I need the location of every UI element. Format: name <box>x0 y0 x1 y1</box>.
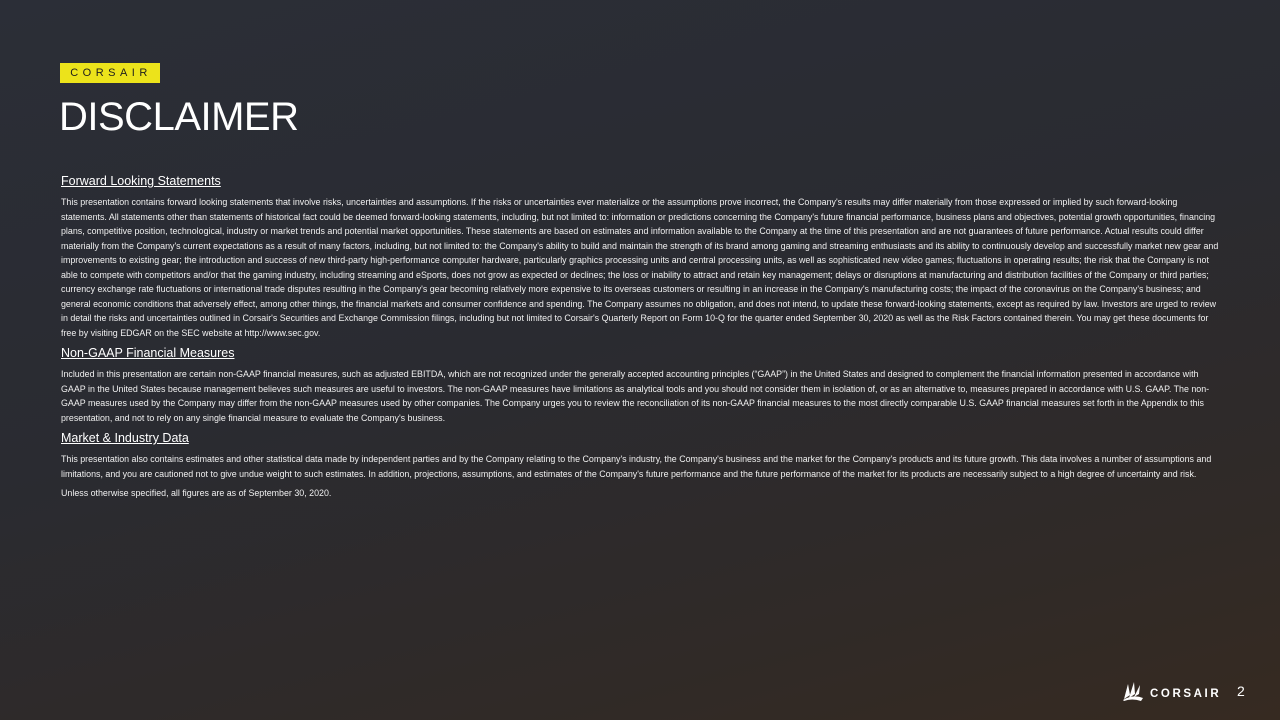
page-title: DISCLAIMER <box>59 95 299 139</box>
section-market-data <box>61 429 1221 481</box>
corsair-sails-icon <box>1122 680 1144 707</box>
section-body: This presentation also contains estimates and other statistical data made by independent parties and by the Company relating to the Company's industry, the Company's business and the market for the Company's products and its future growth. This data involves a number of assumptions and limitations, and you are cautioned not to give undue weight to such estimates. In addition, projections, assumptions, and estimates of the Company's future performance and the future performance of the market for its products are necessarily subject to a high degree of uncertainty and risk. <box>61 454 1212 479</box>
page-number: 2 <box>1237 683 1245 699</box>
brand-tag: CORSAIR <box>60 63 160 83</box>
section-heading: Forward Looking Statements <box>61 174 221 188</box>
section-heading: Non-GAAP Financial Measures <box>61 346 235 360</box>
section-heading: Market & Industry Data <box>61 431 189 445</box>
section-forward-looking <box>61 172 1221 340</box>
disclaimer-content <box>61 172 1221 505</box>
closing-note: Unless otherwise specified, all figures are as of September 30, 2020. <box>61 488 332 498</box>
section-body: This presentation contains forward looking statements that involve risks, uncertainties and assumptions. If the risks or uncertainties ever materialize or the assumptions prove incorrect, the Company's results may differ materially from those expressed or implied by such forward-looking statements. All statements other than statements of historical fact could be deemed forward-looking statements, including, but not limited to: information or predictions concerning the Company's future financial performance, business plans and objectives, potential growth opportunities, financing plans, competitive position, technological, industry or market trends and potential market opportunities. These statements are based on estimates and information available to the Company at the time of this presentation and are not guarantees of future performance. Actual results could differ materially from the Company's current expectations as a result of many factors, including, but not limited to: the Company's ability to build and maintain the strength of its brand among gaming and streaming enthusiasts and its ability to continuously develop and successfully market new gear and improvements to existing gear; the introduction and success of new third-party high-performance computer hardware, particularly graphics processing units and central processing units, as well as sophisticated new video games; fluctuations in operating results; the risk that the Company is not able to compete with competitors and/or that the gaming industry, including streaming and eSports, does not grow as expected or declines; the loss or inability to attract and retain key management; delays or disruptions at manufacturing and distribution facilities of the Company or third parties; currency exchange rate fluctuations or international trade disputes resulting in the Company's gear becoming relatively more expensive to its overseas customers or resulting in an increase in the Company's manufacturing costs; the impact of the coronavirus on the Company's business; and general economic conditions that adversely effect, among other things, the financial markets and consumer confidence and spending. The Company assumes no obligation, and does not intend, to update these forward-looking statements, except as required by law. Investors are urged to review in detail the risks and uncertainties outlined in Corsair's Securities and Exchange Commission filings, including but not limited to Corsair's Quarterly Report on Form 10-Q for the quarter ended September 30, 2020 as well as the Risk Factors contained therein. You may get these documents for free by visiting EDGAR on the SEC website at http://www.sec.gov. <box>61 197 1219 338</box>
footer-wordmark: CORSAIR <box>1150 687 1222 700</box>
section-body: Included in this presentation are certain non-GAAP financial measures, such as adjusted EBITDA, which are not recognized under the generally accepted accounting principles (“GAAP”) in the United States and designed to complement the financial information presented in accordance with GAAP in the United States because management believes such measures are useful to investors. The non-GAAP measures have limitations as analytical tools and you should not consider them in isolation of, or as an alternative to, measures prepared in accordance with U.S. GAAP. The non-GAAP measures used by the Company may differ from the non-GAAP measures used by other companies. The Company urges you to review the reconciliation of its non-GAAP financial measures to the most directly comparable U.S. GAAP financial measures set forth in the Appendix to this presentation, and not to rely on any single financial measure to evaluate the Company's business. <box>61 369 1210 423</box>
footer-logo <box>1122 680 1221 707</box>
section-non-gaap <box>61 344 1221 425</box>
